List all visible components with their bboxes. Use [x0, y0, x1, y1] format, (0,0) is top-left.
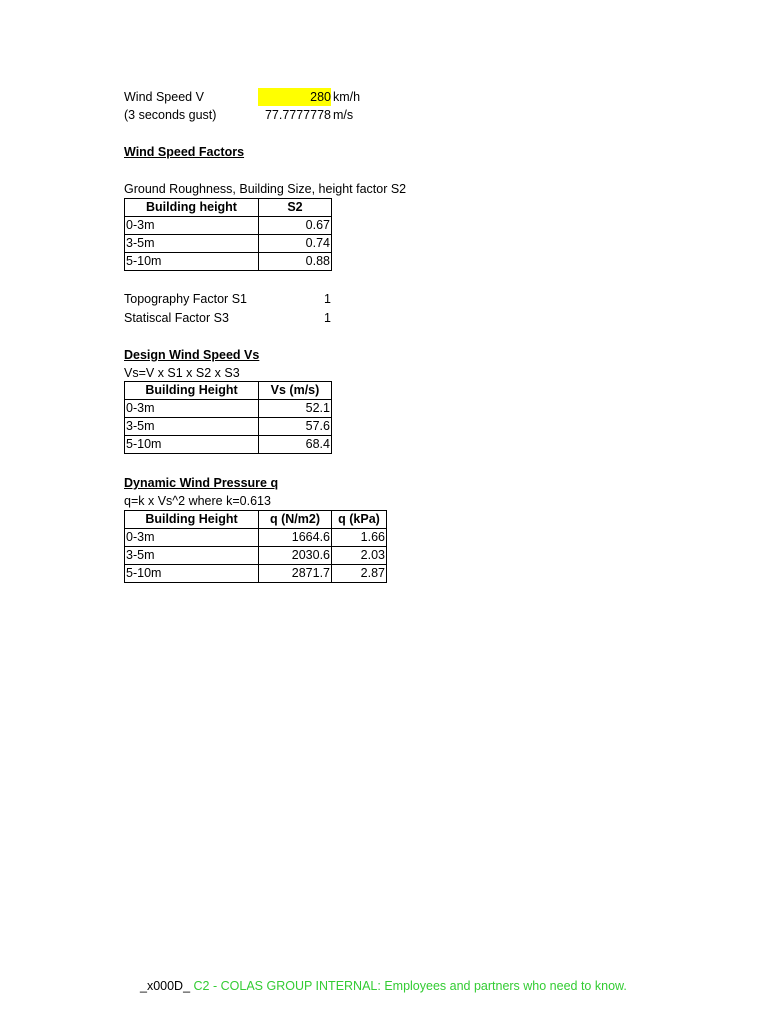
table-cell: 3-5m: [125, 235, 259, 253]
table-cell: 1.66: [332, 529, 387, 547]
table-cell: 0.74: [259, 235, 332, 253]
table-row: [125, 418, 332, 436]
s3-value: 1: [324, 311, 331, 325]
table-cell: 1664.6: [259, 529, 332, 547]
column-header: Vs (m/s): [259, 382, 332, 400]
table-cell: 0.88: [259, 253, 332, 271]
table-row: [125, 217, 332, 235]
table-row: [125, 400, 332, 418]
column-header: S2: [259, 199, 332, 217]
table-cell: 5-10m: [125, 436, 259, 454]
wind-speed-label: Wind Speed V: [124, 90, 204, 104]
pressure-table: [124, 510, 387, 583]
wind-speed-ms-value: 77.7777778: [264, 108, 331, 122]
s3-label: Statiscal Factor S3: [124, 311, 229, 325]
s1-label: Topography Factor S1: [124, 292, 247, 306]
pressure-heading: Dynamic Wind Pressure q: [124, 476, 279, 490]
table-cell: 5-10m: [125, 565, 259, 583]
table-cell: 2.03: [332, 547, 387, 565]
table-row: [125, 565, 387, 583]
table-header-row: [125, 382, 332, 400]
table-cell: 2871.7: [259, 565, 332, 583]
s1-value: 1: [324, 292, 331, 306]
column-header: Building Height: [125, 511, 259, 529]
column-header: q (N/m2): [259, 511, 332, 529]
gust-label: (3 seconds gust): [124, 108, 217, 122]
s2-table: [124, 198, 332, 271]
column-header: q (kPa): [332, 511, 387, 529]
table-cell: 57.6: [259, 418, 332, 436]
column-header: Building Height: [125, 382, 259, 400]
table-cell: 52.1: [259, 400, 332, 418]
s2-caption: Ground Roughness, Building Size, height factor S2: [124, 182, 407, 196]
table-cell: 0-3m: [125, 400, 259, 418]
table-row: [125, 529, 387, 547]
wind-speed-ms-unit: m/s: [333, 108, 354, 122]
table-header-row: [125, 511, 387, 529]
wind-speed-value[interactable]: 280: [258, 88, 331, 106]
table-cell: 0-3m: [125, 529, 259, 547]
page-footer: [140, 979, 627, 993]
design-speed-formula: Vs=V x S1 x S2 x S3: [124, 366, 240, 380]
table-cell: 0-3m: [125, 217, 259, 235]
table-row: [125, 547, 387, 565]
table-row: [125, 253, 332, 271]
table-cell: 2030.6: [259, 547, 332, 565]
table-row: [125, 436, 332, 454]
table-header-row: [125, 199, 332, 217]
column-header: Building height: [125, 199, 259, 217]
table-cell: 2.87: [332, 565, 387, 583]
table-cell: 0.67: [259, 217, 332, 235]
design-speed-table: [124, 381, 332, 454]
design-speed-heading: Design Wind Speed Vs: [124, 348, 260, 362]
table-cell: 3-5m: [125, 418, 259, 436]
factors-heading: Wind Speed Factors: [124, 145, 245, 159]
classification-label: C2 - COLAS GROUP INTERNAL: Employees and partners who need to know.: [193, 979, 627, 993]
pressure-formula: q=k x Vs^2 where k=0.613: [124, 494, 271, 508]
table-cell: 68.4: [259, 436, 332, 454]
table-row: [125, 235, 332, 253]
wind-speed-unit: km/h: [333, 90, 361, 104]
table-cell: 5-10m: [125, 253, 259, 271]
footer-prefix: _x000D_: [140, 979, 191, 993]
table-cell: 3-5m: [125, 547, 259, 565]
